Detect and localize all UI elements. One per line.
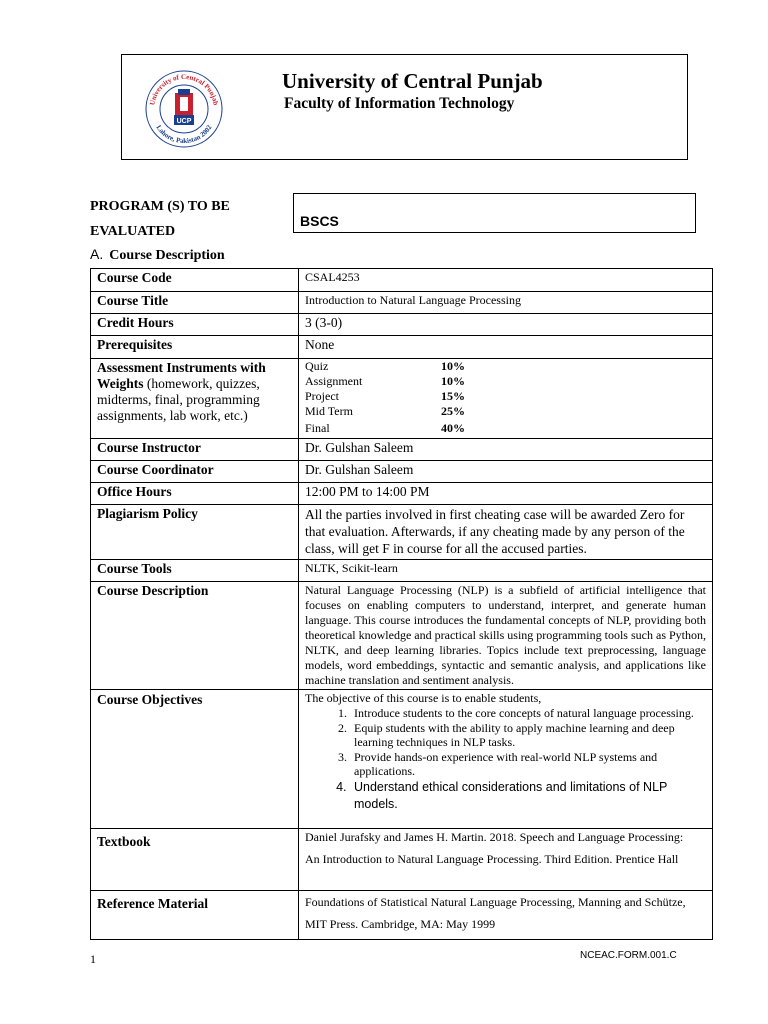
assessment-label-bold: Assessment Instruments with Weights bbox=[97, 360, 266, 391]
objectives-list bbox=[305, 706, 706, 813]
weight-row bbox=[305, 374, 706, 389]
table-row bbox=[91, 483, 713, 505]
header-box bbox=[121, 54, 688, 160]
office-hours-value: 12:00 PM to 14:00 PM bbox=[299, 483, 713, 505]
instructor-label: Course Instructor bbox=[91, 439, 299, 461]
university-name: University of Central Punjab bbox=[282, 69, 543, 93]
table-row bbox=[91, 582, 713, 690]
plagiarism-value: All the parties involved in first cheating case will be awarded Zero for that evaluation. Afterwards, if any cheating made by any person of the class, will get F in course for all the accused parties. bbox=[299, 505, 713, 560]
credit-hours-value: 3 (3-0) bbox=[299, 314, 713, 336]
course-tools-value: NLTK, Scikit-learn bbox=[299, 560, 713, 582]
weight-row bbox=[305, 389, 706, 404]
weight-percent: 10% bbox=[441, 374, 465, 388]
weight-percent: 40% bbox=[441, 421, 465, 435]
university-seal-logo bbox=[144, 69, 224, 149]
assessment-label bbox=[91, 359, 299, 439]
weight-percent: 15% bbox=[441, 389, 465, 403]
weight-percent: 10% bbox=[441, 359, 465, 373]
weight-name: Final bbox=[305, 421, 330, 435]
reference-material-label: Reference Material bbox=[91, 891, 299, 940]
section-heading bbox=[90, 246, 225, 264]
assessment-weights bbox=[299, 359, 713, 439]
weight-percent: 25% bbox=[441, 404, 465, 418]
course-title-value: Introduction to Natural Language Processing bbox=[299, 292, 713, 314]
program-label: PROGRAM (S) TO BE EVALUATED bbox=[90, 199, 230, 239]
program-box bbox=[293, 193, 696, 233]
table-row bbox=[91, 292, 713, 314]
textbook-line-1: Daniel Jurafsky and James H. Martin. 2018. Speech and Language Processing: bbox=[305, 830, 684, 844]
weight-name: Quiz bbox=[305, 359, 329, 373]
table-row bbox=[91, 891, 713, 940]
list-item: 1. Introduce students to the core concepts of natural language processing. bbox=[350, 706, 706, 721]
table-row bbox=[91, 560, 713, 582]
prerequisites-label: Prerequisites bbox=[91, 336, 299, 359]
table-row bbox=[91, 505, 713, 560]
course-tools-label: Course Tools bbox=[91, 560, 299, 582]
weight-name: Project bbox=[305, 389, 339, 403]
svg-text:UCP: UCP bbox=[176, 118, 192, 125]
textbook-label: Textbook bbox=[91, 829, 299, 891]
reference-line-1: Foundations of Statistical Natural Language Processing, Manning and Schütze, bbox=[305, 895, 686, 909]
form-code: NCEAC.FORM.001.C bbox=[580, 950, 677, 961]
textbook-value bbox=[299, 829, 713, 891]
list-item: 3. Provide hands-on experience with real-world NLP systems and applications. bbox=[350, 750, 706, 779]
reference-line-2: MIT Press. Cambridge, MA: May 1999 bbox=[305, 917, 496, 931]
weight-row bbox=[305, 359, 706, 374]
table-row bbox=[91, 359, 713, 439]
instructor-value: Dr. Gulshan Saleem bbox=[299, 439, 713, 461]
course-description-label: Course Description bbox=[91, 582, 299, 690]
course-code-value: CSAL4253 bbox=[299, 269, 713, 292]
prerequisites-value: None bbox=[299, 336, 713, 359]
table-row bbox=[91, 314, 713, 336]
reference-material-value bbox=[299, 891, 713, 940]
course-title-label: Course Title bbox=[91, 292, 299, 314]
coordinator-value: Dr. Gulshan Saleem bbox=[299, 461, 713, 483]
section-letter: A. bbox=[90, 246, 104, 262]
table-row bbox=[91, 336, 713, 359]
page-number: 1 bbox=[90, 952, 96, 966]
program-value: BSCS bbox=[300, 213, 339, 229]
course-description-value: Natural Language Processing (NLP) is a subfield of artificial intelligence that focuses on enabling computers to understand, interpret, and generate human language. This course introduces the fundamental concepts of NLP, providing both theoretical knowledge and practical skills using programming tools such as Python, NLTK, and deep learning libraries. Topics include text preprocessing, language models, word embeddings, syntactic and semantic analysis, and applications like machine translation and sentiment analysis. bbox=[299, 582, 713, 690]
course-objectives-label: Course Objectives bbox=[91, 690, 299, 829]
weight-name: Assignment bbox=[305, 374, 363, 388]
course-objectives-value bbox=[299, 690, 713, 829]
assessment-label-detail: (homework, quizzes, midterms, final, programming assignments, lab work, etc.) bbox=[97, 376, 260, 423]
textbook-line-2: An Introduction to Natural Language Processing. Third Edition. Prentice Hall bbox=[305, 852, 679, 866]
credit-hours-label: Credit Hours bbox=[91, 314, 299, 336]
list-item: 4. Understand ethical considerations and limitations of NLP models. bbox=[350, 779, 706, 813]
table-row bbox=[91, 829, 713, 891]
section-title: Course Description bbox=[109, 248, 225, 263]
plagiarism-label: Plagiarism Policy bbox=[91, 505, 299, 560]
table-row bbox=[91, 461, 713, 483]
weight-row bbox=[305, 404, 706, 419]
course-description-table bbox=[90, 268, 713, 940]
table-row bbox=[91, 269, 713, 292]
course-code-label: Course Code bbox=[91, 269, 299, 292]
objectives-intro: The objective of this course is to enable students, bbox=[305, 691, 542, 705]
table-row bbox=[91, 690, 713, 829]
weight-row bbox=[305, 421, 706, 436]
table-row bbox=[91, 439, 713, 461]
faculty-name: Faculty of Information Technology bbox=[284, 95, 515, 112]
coordinator-label: Course Coordinator bbox=[91, 461, 299, 483]
svg-text:Lahore, Pakistan 2002: Lahore, Pakistan 2002 bbox=[154, 123, 214, 146]
office-hours-label: Office Hours bbox=[91, 483, 299, 505]
svg-text:University of Central Punjab: University of Central Punjab bbox=[148, 72, 220, 106]
list-item: 2. Equip students with the ability to apply machine learning and deep learning techniques in NLP tasks. bbox=[350, 721, 706, 750]
weight-name: Mid Term bbox=[305, 404, 353, 418]
